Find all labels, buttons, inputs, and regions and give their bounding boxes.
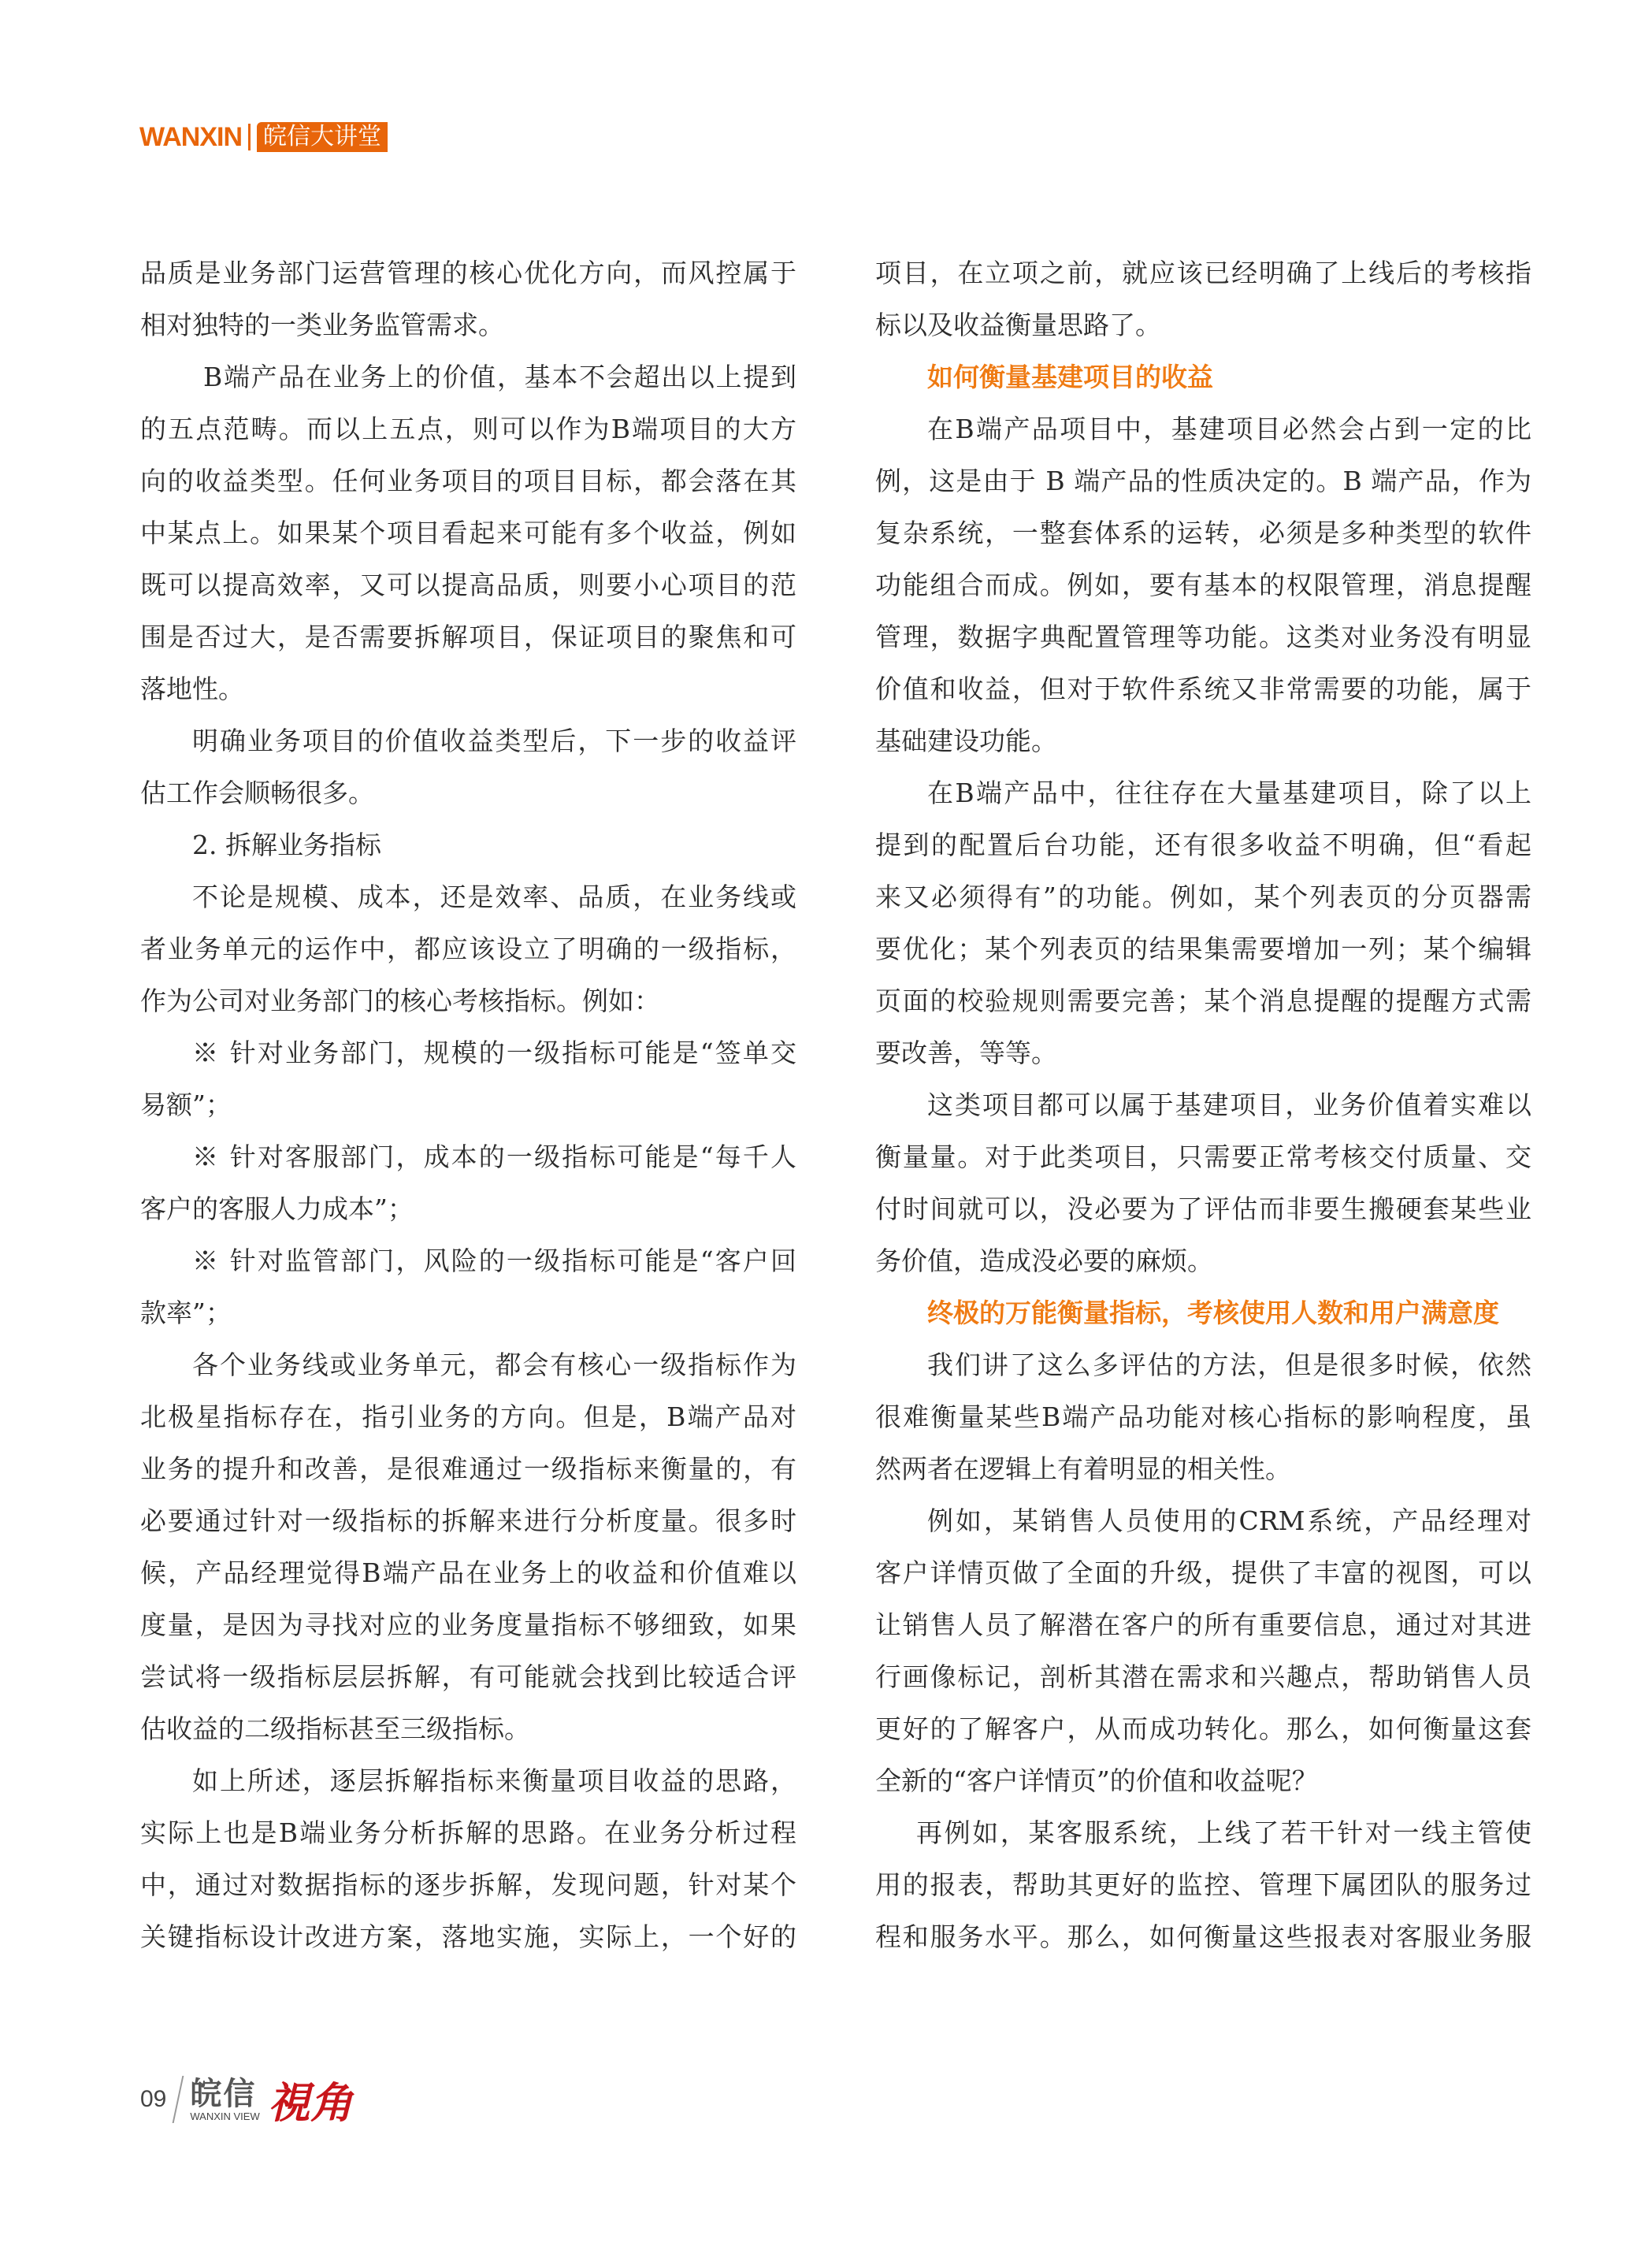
magazine-logo-script: 視角 — [267, 2077, 353, 2128]
paragraph-line: 如上所述，逐层拆解指标来衡量项目收益的思路， — [192, 1765, 796, 1796]
paragraph-line: 要优化；某个列表页的结果集需要增加一列；某个编辑 — [875, 934, 1531, 964]
page-footer — [140, 2068, 353, 2131]
paragraph-line: 页面的校验规则需要完善；某个消息提醒的提醒方式需 — [875, 986, 1531, 1016]
paragraph-line: 在B端产品项目中，基建项目必然会占到一定的比 — [927, 414, 1531, 444]
paragraph-line: 这类项目都可以属于基建项目，业务价值着实难以 — [927, 1090, 1531, 1120]
article-column-right — [875, 247, 1531, 1963]
paragraph-line: 既可以提高效率，又可以提高品质，则要小心项目的范 — [140, 570, 796, 600]
paragraph-line: 务价值，造成没必要的麻烦。 — [875, 1245, 1213, 1276]
paragraph-line: 的五点范畴。而以上五点，则可以作为B端项目的大方 — [140, 414, 796, 444]
divider — [173, 2076, 184, 2123]
paragraph-line: 价值和收益，但对于软件系统又非常需要的功能，属于 — [875, 674, 1531, 704]
paragraph-line: 程和服务水平。那么，如何衡量这些报表对客服业务服 — [875, 1921, 1531, 1952]
paragraph-line: 更好的了解客户，从而成功转化。那么，如何衡量这套 — [875, 1713, 1531, 1744]
magazine-logo-en: WANXIN VIEW — [190, 2110, 260, 2122]
paragraph-line: 要改善，等等。 — [875, 1038, 1057, 1068]
paragraph-line: 2. 拆解业务指标 — [192, 830, 381, 860]
paragraph-line: 各个业务线或业务单元，都会有核心一级指标作为 — [192, 1349, 796, 1380]
paragraph-line: 标以及收益衡量思路了。 — [875, 310, 1161, 340]
paragraph-line: 来又必须得有”的功能。例如，某个列表页的分页器需 — [875, 882, 1531, 912]
paragraph-line: 向的收益类型。任何业务项目的项目目标，都会落在其 — [140, 466, 796, 496]
paragraph-line: 管理，数据字典配置管理等功能。这类对业务没有明显 — [875, 622, 1531, 652]
paragraph-line: ※ 针对监管部门，风险的一级指标可能是“客户回 — [192, 1245, 796, 1276]
paragraph-line: 付时间就可以，没必要为了评估而非要生搬硬套某些业 — [875, 1193, 1531, 1224]
paragraph-line: 实际上也是B端业务分析拆解的思路。在业务分析过程 — [140, 1817, 796, 1848]
section-heading: 如何衡量基建项目的收益 — [927, 362, 1213, 392]
paragraph-line: 中某点上。如果某个项目看起来可能有多个收益，例如 — [140, 518, 796, 548]
paragraph-line: 明确业务项目的价值收益类型后，下一步的收益评 — [192, 726, 796, 756]
paragraph-line: 基础建设功能。 — [875, 726, 1057, 756]
paragraph-line: 提到的配置后台功能，还有很多收益不明确，但“看起 — [875, 830, 1531, 860]
paragraph-line: 让销售人员了解潜在客户的所有重要信息，通过对其进 — [875, 1609, 1531, 1640]
paragraph-line: 业务的提升和改善，是很难通过一级指标来衡量的，有 — [140, 1453, 796, 1484]
paragraph-line: 相对独特的一类业务监管需求。 — [140, 310, 504, 340]
paragraph-line: ※ 针对业务部门，规模的一级指标可能是“签单交 — [192, 1038, 796, 1068]
paragraph-line: 例，这是由于 B 端产品的性质决定的。B 端产品，作为 — [875, 466, 1531, 496]
paragraph-line: 行画像标记，剖析其潜在需求和兴趣点，帮助销售人员 — [875, 1661, 1531, 1692]
divider — [248, 124, 251, 150]
paragraph-line: 易额”； — [140, 1090, 232, 1120]
paragraph-line: 不论是规模、成本，还是效率、品质，在业务线或 — [192, 882, 796, 912]
paragraph-line: B端产品在业务上的价值，基本不会超出以上提到 — [203, 362, 796, 392]
paragraph-line: 项目，在立项之前，就应该已经明确了上线后的考核指 — [875, 258, 1531, 288]
paragraph-line: 款率”； — [140, 1297, 232, 1328]
paragraph-line: 中，通过对数据指标的逐步拆解，发现问题，针对某个 — [140, 1869, 796, 1900]
paragraph-line: 在B端产品中，往往存在大量基建项目，除了以上 — [927, 778, 1531, 808]
paragraph-line: 再例如，某客服系统，上线了若干针对一线主管使 — [916, 1817, 1531, 1848]
article-column-left — [140, 247, 796, 1963]
section-heading: 终极的万能衡量指标，考核使用人数和用户满意度 — [927, 1297, 1499, 1328]
paragraph-line: 估收益的二级指标甚至三级指标。 — [140, 1713, 530, 1744]
paragraph-line: 者业务单元的运作中，都应该设立了明确的一级指标， — [140, 934, 796, 964]
paragraph-line: 客户详情页做了全面的升级，提供了丰富的视图，可以 — [875, 1557, 1531, 1588]
paragraph-line: 落地性。 — [140, 674, 244, 704]
paragraph-line: 度量，是因为寻找对应的业务度量指标不够细致，如果 — [140, 1609, 796, 1640]
paragraph-line: ※ 针对客服部门，成本的一级指标可能是“每千人 — [192, 1141, 796, 1172]
brand-wordmark: WANXIN — [139, 121, 242, 152]
paragraph-line: 复杂系统，一整套体系的运转，必须是多种类型的软件 — [875, 518, 1531, 548]
page-number: 09 — [140, 2086, 167, 2112]
paragraph-line: 品质是业务部门运营管理的核心优化方向，而风控属于 — [140, 258, 796, 288]
paragraph-line: 例如，某销售人员使用的CRM系统，产品经理对 — [927, 1505, 1531, 1536]
column-name-badge: 皖信大讲堂 — [257, 122, 388, 152]
paragraph-line: 必要通过针对一级指标的拆解来进行分析度量。很多时 — [140, 1505, 796, 1536]
paragraph-line: 很难衡量某些B端产品功能对核心指标的影响程度，虽 — [875, 1401, 1531, 1432]
paragraph-line: 作为公司对业务部门的核心考核指标。例如： — [140, 986, 660, 1016]
magazine-logo — [190, 2075, 260, 2122]
paragraph-line: 我们讲了这么多评估的方法，但是很多时候，依然 — [927, 1349, 1531, 1380]
paragraph-line: 客户的客服人力成本”； — [140, 1193, 414, 1224]
paragraph-line: 用的报表，帮助其更好的监控、管理下属团队的服务过 — [875, 1869, 1531, 1900]
magazine-logo-cn: 皖信 — [190, 2075, 257, 2112]
paragraph-line: 候，产品经理觉得B端产品在业务上的收益和价值难以 — [140, 1557, 796, 1588]
paragraph-line: 围是否过大，是否需要拆解项目，保证项目的聚焦和可 — [140, 622, 796, 652]
paragraph-line: 然两者在逻辑上有着明显的相关性。 — [875, 1453, 1291, 1484]
paragraph-line: 全新的“客户详情页”的价值和收益呢？ — [875, 1765, 1318, 1796]
paragraph-line: 尝试将一级指标层层拆解，有可能就会找到比较适合评 — [140, 1661, 796, 1692]
paragraph-line: 关键指标设计改进方案，落地实施，实际上，一个好的 — [140, 1921, 796, 1952]
paragraph-line: 估工作会顺畅很多。 — [140, 778, 374, 808]
paragraph-line: 功能组合而成。例如，要有基本的权限管理，消息提醒 — [875, 570, 1531, 600]
paragraph-line: 衡量量。对于此类项目，只需要正常考核交付质量、交 — [875, 1141, 1531, 1172]
section-header-logo — [139, 120, 388, 154]
paragraph-line: 北极星指标存在，指引业务的方向。但是，B端产品对 — [140, 1401, 796, 1432]
